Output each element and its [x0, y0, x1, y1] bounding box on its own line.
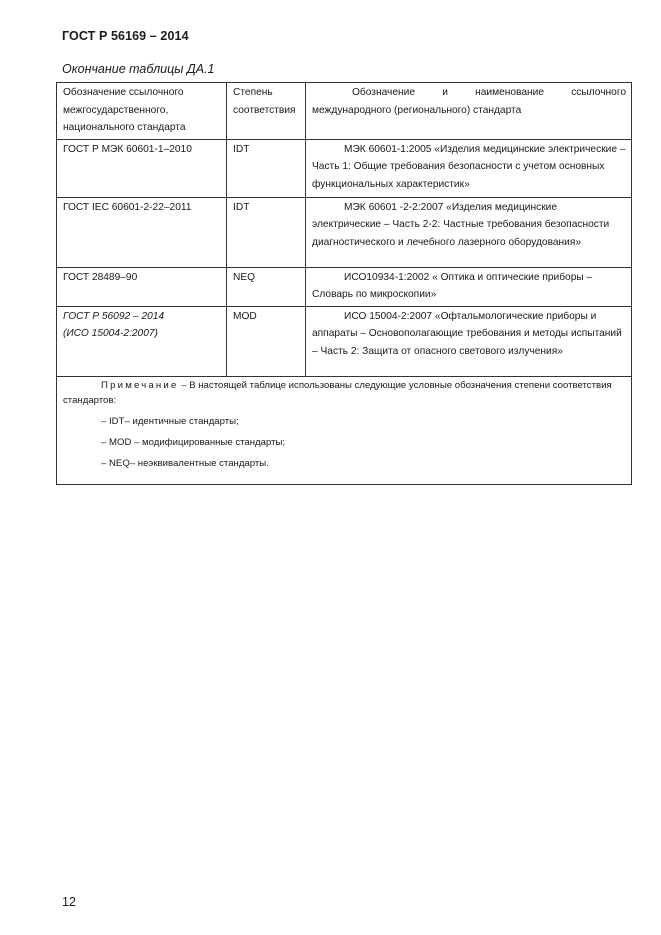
- note-item-idt: – IDT– идентичные стандарты;: [101, 415, 239, 427]
- table-note-row: [57, 376, 632, 484]
- international-standard-desc: МЭК 60601-1:2005 «Изделия медицинские электрические – Часть 1: Общие требования безопасности с учетом основных функциональных характеристик»: [306, 139, 632, 197]
- national-standard-code: ГОСТ IEC 60601-2-22–2011: [57, 197, 227, 267]
- note-item-neq: – NEQ– неэквивалентные стандарты.: [101, 457, 269, 469]
- note-label: Примечание: [101, 379, 179, 391]
- table-row: [57, 139, 632, 197]
- table-note: [57, 376, 632, 484]
- national-standard-code: [57, 306, 227, 376]
- conformity-degree: IDT: [227, 139, 306, 197]
- note-intro: [63, 378, 626, 408]
- international-standard-desc: МЭК 60601 -2-2:2007 «Изделия медицинские электрические – Часть 2-2: Частные требования безопасности диагностического и лечебного лазерного оборудования»: [306, 197, 632, 267]
- note-intro-text: – В настоящей таблице использованы следующие условные обозначения степени соответствия стандартов:: [63, 379, 612, 406]
- page-number: 12: [62, 895, 76, 909]
- reference-standards-table: [56, 82, 632, 485]
- national-standard-code-sub: (ИСО 15004-2:2007): [63, 328, 158, 339]
- table-caption: Окончание таблицы ДА.1: [62, 62, 215, 76]
- national-standard-code: ГОСТ Р МЭК 60601-1–2010: [57, 139, 227, 197]
- column-header-international-line2: международного (регионального) стандарта: [312, 104, 522, 116]
- conformity-degree: NEQ: [227, 267, 306, 306]
- document-header: ГОСТ Р 56169 – 2014: [62, 29, 189, 43]
- table-row: [57, 267, 632, 306]
- note-item-mod: – MOD – модифицированные стандарты;: [101, 436, 286, 448]
- table-row: [57, 306, 632, 376]
- column-header-international-line1: Обозначение и наименование ссылочного: [352, 87, 626, 98]
- international-standard-desc: ИСО 15004-2:2007 «Офтальмологические приборы и аппараты – Основополагающие требования и методы испытаний – Часть 2: Защита от опасного светового излучения»: [306, 306, 632, 376]
- column-header-national-standard: Обозначение ссылочного межгосударственного, национального стандарта: [57, 83, 227, 140]
- conformity-degree: MOD: [227, 306, 306, 376]
- international-standard-desc: ИСО10934-1:2002 « Оптика и оптические приборы – Словарь по микроскопии»: [306, 267, 632, 306]
- table-row: [57, 197, 632, 267]
- table-header-row: [57, 83, 632, 140]
- conformity-degree: IDT: [227, 197, 306, 267]
- column-header-degree: Степень соответствия: [227, 83, 306, 140]
- column-header-international-standard: [306, 83, 632, 140]
- national-standard-code: ГОСТ 28489–90: [57, 267, 227, 306]
- national-standard-code-main: ГОСТ Р 56092 – 2014: [63, 310, 165, 322]
